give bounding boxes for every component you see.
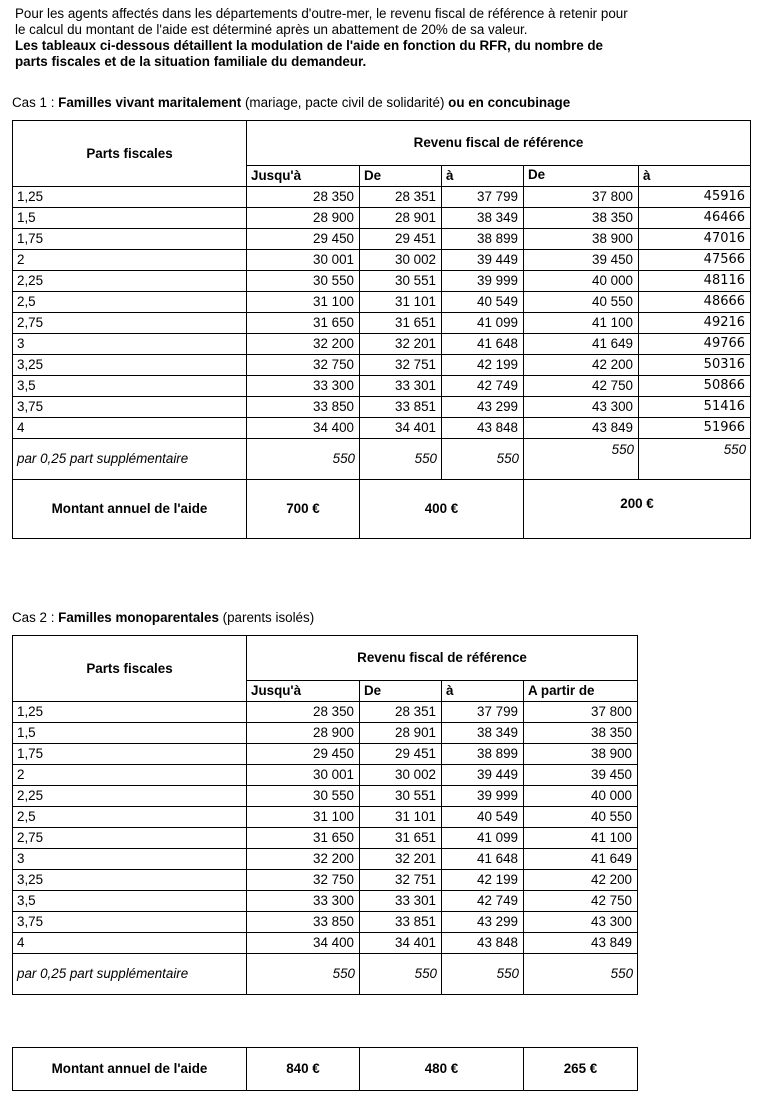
table-row (13, 334, 751, 355)
amount-cell: 37 799 (442, 187, 524, 208)
amount-cell: 39 449 (442, 765, 524, 786)
case1-extra-row (13, 439, 751, 480)
amount-cell: 42 200 (524, 355, 639, 376)
amount-cell: 33 301 (360, 376, 442, 397)
case2-title-normal: (parents isolés) (218, 610, 315, 625)
amount-cell: 31 101 (360, 292, 442, 313)
case1-prefix: Cas 1 : (12, 95, 59, 110)
amount-cell: 30 002 (360, 765, 442, 786)
parts-cell: 2,25 (13, 271, 247, 292)
amount-cell: 42 199 (442, 870, 524, 891)
amount-cell: 30 551 (360, 786, 442, 807)
amount-cell: 29 450 (247, 744, 360, 765)
case2-extra-label: par 0,25 part supplémentaire (13, 954, 247, 995)
amount-cell: 34 400 (247, 418, 360, 439)
amount-cell: 40 000 (524, 786, 638, 807)
amount-cell: 41 099 (442, 828, 524, 849)
parts-cell: 4 (13, 418, 247, 439)
amount-cell: 41 100 (524, 313, 639, 334)
amount-cell: 29 450 (247, 229, 360, 250)
amount-cell: 42 750 (524, 376, 639, 397)
table-row (13, 807, 638, 828)
parts-cell: 1,5 (13, 723, 247, 744)
amount-cell: 41 648 (442, 334, 524, 355)
amount-cell: 42 199 (442, 355, 524, 376)
case2-amount-label: Montant annuel de l'aide (13, 1048, 247, 1091)
intro-line-1: Pour les agents affectés dans les départements d'outre-mer, le revenu fiscal de référence à retenir pour (15, 6, 628, 21)
parts-cell: 2,75 (13, 828, 247, 849)
amount-cell: 39 450 (524, 765, 638, 786)
amount-cell: 28 351 (360, 702, 442, 723)
amount-cell: 37 800 (524, 702, 638, 723)
case1-title-bold-2: ou en concubinage (448, 95, 571, 110)
table-row (13, 870, 638, 891)
amount-cell: 33 851 (360, 912, 442, 933)
amount-cell: 43 849 (524, 933, 638, 954)
amount-cell: 29 451 (360, 744, 442, 765)
amount-cell: 48116 (639, 271, 751, 292)
amount-cell: 42 749 (442, 891, 524, 912)
parts-cell: 1,75 (13, 744, 247, 765)
case2-amount: 480 € (360, 1048, 524, 1091)
amount-cell: 32 200 (247, 334, 360, 355)
table-row (13, 313, 751, 334)
amount-cell: 30 550 (247, 786, 360, 807)
amount-cell: 31 100 (247, 292, 360, 313)
parts-cell: 2,25 (13, 786, 247, 807)
parts-cell: 3,5 (13, 376, 247, 397)
amount-cell: 34 400 (247, 933, 360, 954)
amount-cell: 41 648 (442, 849, 524, 870)
intro-line-3: Les tableaux ci-dessous détaillent la modulation de l'aide en fonction du RFR, du nombre de (15, 38, 603, 53)
table-row (13, 208, 751, 229)
amount-cell: 38 350 (524, 208, 639, 229)
amount-cell: 33 850 (247, 912, 360, 933)
table-row (13, 891, 638, 912)
amount-cell: 29 451 (360, 229, 442, 250)
parts-cell: 3 (13, 334, 247, 355)
amount-cell: 30 551 (360, 271, 442, 292)
amount-cell: 38 900 (524, 229, 639, 250)
amount-cell: 28 900 (247, 208, 360, 229)
case1-subheader: De (524, 166, 639, 187)
amount-cell: 38 900 (524, 744, 638, 765)
amount-cell: 31 650 (247, 313, 360, 334)
table-row (13, 271, 751, 292)
parts-cell: 2,75 (13, 313, 247, 334)
table-row (13, 744, 638, 765)
parts-cell: 3,25 (13, 355, 247, 376)
case2-body (13, 702, 638, 954)
case2-title (12, 610, 314, 625)
parts-cell: 3,75 (13, 912, 247, 933)
case1-subheader: De (360, 166, 442, 187)
table-row (13, 765, 638, 786)
amount-cell: 43 848 (442, 933, 524, 954)
amount-cell: 39 450 (524, 250, 639, 271)
amount-cell: 28 351 (360, 187, 442, 208)
amount-cell: 31 651 (360, 828, 442, 849)
case2-table (12, 635, 638, 995)
amount-cell: 33 851 (360, 397, 442, 418)
case1-extra-value: 550 (247, 439, 360, 480)
case2-subheader: à (442, 681, 524, 702)
case1-subheader: à (442, 166, 524, 187)
parts-cell: 2 (13, 250, 247, 271)
case1-table (12, 120, 751, 539)
amount-cell: 43 300 (524, 397, 639, 418)
amount-cell: 51416 (639, 397, 751, 418)
amount-cell: 32 750 (247, 355, 360, 376)
case2-prefix: Cas 2 : (12, 610, 59, 625)
amount-cell: 28 900 (247, 723, 360, 744)
amount-cell: 32 751 (360, 355, 442, 376)
case2-extra-value: 550 (247, 954, 360, 995)
case1-extra-label: par 0,25 part supplémentaire (13, 439, 247, 480)
parts-cell: 3 (13, 849, 247, 870)
case1-subheader: Jusqu'à (247, 166, 360, 187)
table-row (13, 912, 638, 933)
amount-cell: 39 999 (442, 786, 524, 807)
amount-cell: 48666 (639, 292, 751, 313)
amount-cell: 30 550 (247, 271, 360, 292)
table-row (13, 187, 751, 208)
parts-cell: 3,5 (13, 891, 247, 912)
amount-cell: 42 750 (524, 891, 638, 912)
case1-body (13, 187, 751, 439)
case1-extra-value: 550 (360, 439, 442, 480)
amount-cell: 38 899 (442, 744, 524, 765)
table-row (13, 828, 638, 849)
amount-cell: 40 549 (442, 292, 524, 313)
amount-cell: 33 850 (247, 397, 360, 418)
amount-cell: 40 550 (524, 292, 639, 313)
case1-amount-label: Montant annuel de l'aide (13, 480, 247, 539)
amount-cell: 43 849 (524, 418, 639, 439)
amount-cell: 31 650 (247, 828, 360, 849)
amount-cell: 40 000 (524, 271, 639, 292)
case2-amount-row (13, 1048, 638, 1091)
table-row (13, 229, 751, 250)
case2-subheader: De (360, 681, 442, 702)
case2-amount: 265 € (524, 1048, 638, 1091)
amount-cell: 32 200 (247, 849, 360, 870)
amount-cell: 47016 (639, 229, 751, 250)
amount-cell: 30 002 (360, 250, 442, 271)
case1-amount: 400 € (360, 480, 524, 539)
case1-title-bold-1: Familles vivant maritalement (58, 95, 242, 110)
amount-cell: 28 901 (360, 208, 442, 229)
parts-cell: 1,5 (13, 208, 247, 229)
amount-cell: 38 349 (442, 208, 524, 229)
parts-cell: 1,25 (13, 702, 247, 723)
amount-cell: 38 899 (442, 229, 524, 250)
amount-cell: 47566 (639, 250, 751, 271)
table-row (13, 702, 638, 723)
parts-cell: 2 (13, 765, 247, 786)
amount-cell: 32 750 (247, 870, 360, 891)
case2-parts-header: Parts fiscales (13, 636, 247, 702)
case1-title-normal: (mariage, pacte civil de solidarité) (241, 95, 449, 110)
amount-cell: 32 201 (360, 849, 442, 870)
intro-line-4: parts fiscales et de la situation familiale du demandeur. (15, 54, 367, 69)
amount-cell: 41 649 (524, 334, 639, 355)
amount-cell: 37 800 (524, 187, 639, 208)
case2-subheader: Jusqu'à (247, 681, 360, 702)
table-row (13, 376, 751, 397)
case2-extra-row (13, 954, 638, 995)
case1-title (12, 95, 570, 110)
parts-cell: 2,5 (13, 807, 247, 828)
amount-cell: 41 100 (524, 828, 638, 849)
amount-cell: 38 349 (442, 723, 524, 744)
amount-cell: 38 350 (524, 723, 638, 744)
case2-extra-value: 550 (442, 954, 524, 995)
amount-cell: 28 350 (247, 187, 360, 208)
parts-cell: 3,25 (13, 870, 247, 891)
case1-subheader: à (639, 166, 751, 187)
amount-cell: 37 799 (442, 702, 524, 723)
amount-cell: 40 550 (524, 807, 638, 828)
case2-rfr-header: Revenu fiscal de référence (247, 636, 638, 681)
amount-cell: 42 749 (442, 376, 524, 397)
parts-cell: 4 (13, 933, 247, 954)
amount-cell: 30 001 (247, 765, 360, 786)
amount-cell: 51966 (639, 418, 751, 439)
amount-cell: 43 299 (442, 912, 524, 933)
case2-title-bold: Familles monoparentales (58, 610, 219, 625)
amount-cell: 28 901 (360, 723, 442, 744)
case1-rfr-header: Revenu fiscal de référence (247, 121, 751, 166)
parts-cell: 1,75 (13, 229, 247, 250)
table-row (13, 250, 751, 271)
table-row (13, 292, 751, 313)
amount-cell: 41 099 (442, 313, 524, 334)
case1-amount-row (13, 480, 751, 539)
amount-cell: 39 999 (442, 271, 524, 292)
case2-amount-table (12, 1047, 638, 1091)
amount-cell: 49216 (639, 313, 751, 334)
case2-subheader: A partir de (524, 681, 638, 702)
amount-cell: 43 300 (524, 912, 638, 933)
amount-cell: 34 401 (360, 418, 442, 439)
intro-line-2: le calcul du montant de l'aide est déterminé après un abattement de 20% de sa valeur. (15, 22, 528, 37)
amount-cell: 40 549 (442, 807, 524, 828)
amount-cell: 32 201 (360, 334, 442, 355)
amount-cell: 50866 (639, 376, 751, 397)
amount-cell: 43 299 (442, 397, 524, 418)
case2-extra-value: 550 (360, 954, 442, 995)
amount-cell: 31 651 (360, 313, 442, 334)
intro-paragraph (15, 6, 730, 70)
amount-cell: 41 649 (524, 849, 638, 870)
table-row (13, 723, 638, 744)
case2-amount: 840 € (247, 1048, 360, 1091)
amount-cell: 31 100 (247, 807, 360, 828)
case1-amount: 700 € (247, 480, 360, 539)
amount-cell: 42 200 (524, 870, 638, 891)
case1-amount: 200 € (524, 480, 751, 539)
amount-cell: 28 350 (247, 702, 360, 723)
amount-cell: 33 300 (247, 891, 360, 912)
amount-cell: 34 401 (360, 933, 442, 954)
table-row (13, 397, 751, 418)
case1-extra-value: 550 (442, 439, 524, 480)
parts-cell: 2,5 (13, 292, 247, 313)
amount-cell: 33 301 (360, 891, 442, 912)
amount-cell: 45916 (639, 187, 751, 208)
amount-cell: 50316 (639, 355, 751, 376)
amount-cell: 46466 (639, 208, 751, 229)
table-row (13, 786, 638, 807)
amount-cell: 43 848 (442, 418, 524, 439)
table-row (13, 933, 638, 954)
parts-cell: 3,75 (13, 397, 247, 418)
case1-extra-value: 550 (524, 439, 639, 480)
amount-cell: 30 001 (247, 250, 360, 271)
amount-cell: 31 101 (360, 807, 442, 828)
amount-cell: 39 449 (442, 250, 524, 271)
case1-extra-value: 550 (639, 439, 751, 480)
amount-cell: 32 751 (360, 870, 442, 891)
table-row (13, 849, 638, 870)
table-row (13, 355, 751, 376)
case2-extra-value: 550 (524, 954, 638, 995)
table-row (13, 418, 751, 439)
case1-parts-header: Parts fiscales (13, 121, 247, 187)
amount-cell: 33 300 (247, 376, 360, 397)
amount-cell: 49766 (639, 334, 751, 355)
parts-cell: 1,25 (13, 187, 247, 208)
